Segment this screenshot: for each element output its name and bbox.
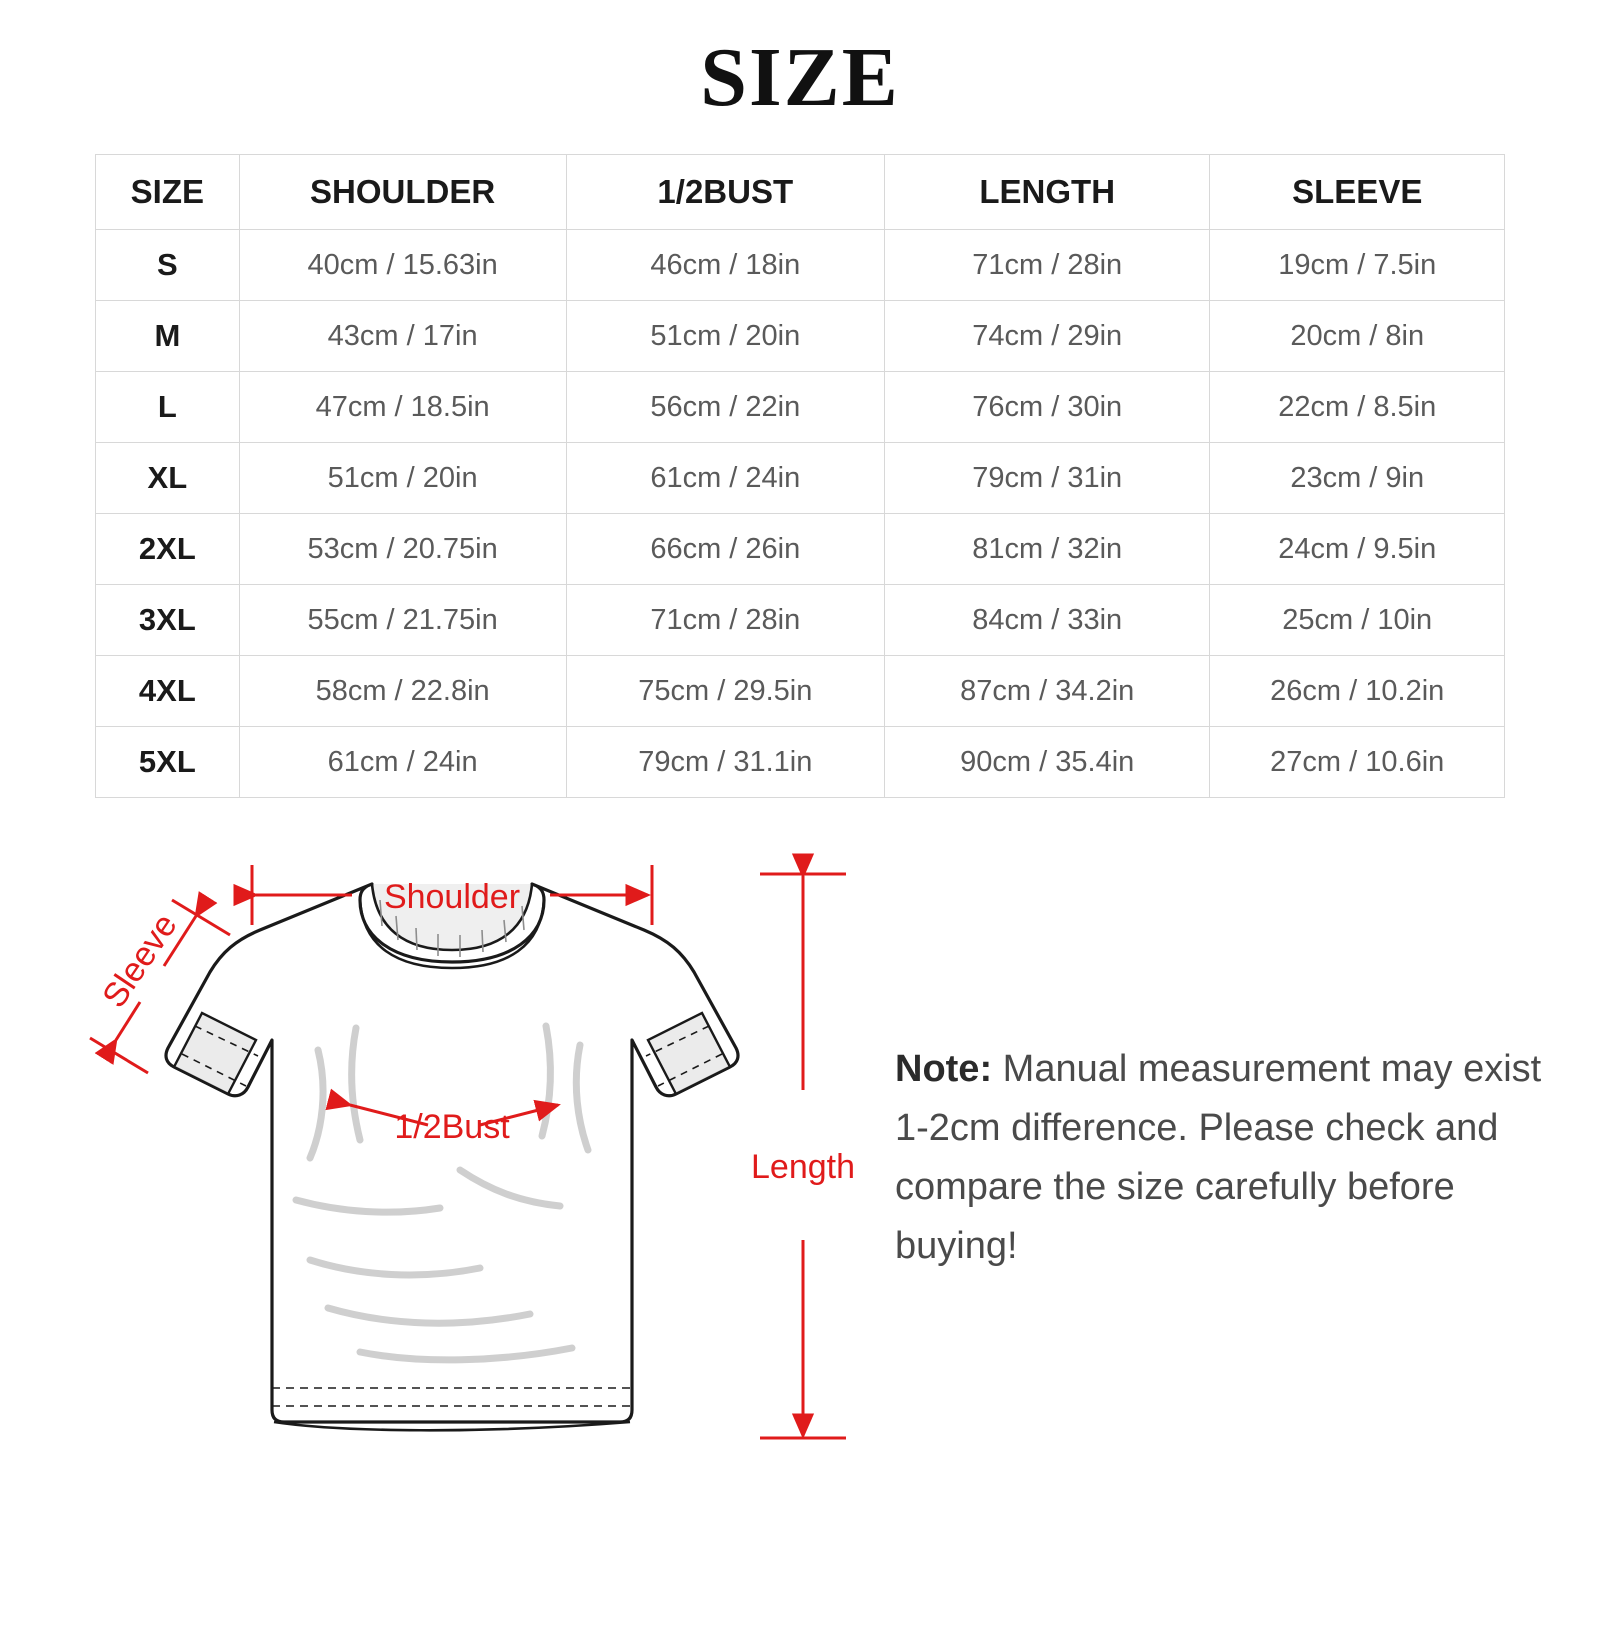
table-row bbox=[96, 230, 1505, 301]
table-row bbox=[96, 656, 1505, 727]
cell-bust: 66cm / 26in bbox=[566, 514, 884, 585]
cell-length: 81cm / 32in bbox=[885, 514, 1210, 585]
cell-length: 71cm / 28in bbox=[885, 230, 1210, 301]
table-row bbox=[96, 301, 1505, 372]
cell-bust: 71cm / 28in bbox=[566, 585, 884, 656]
sleeve-label: Sleeve bbox=[95, 907, 185, 1015]
bust-label: 1/2Bust bbox=[394, 1108, 510, 1147]
cell-sleeve: 19cm / 7.5in bbox=[1210, 230, 1505, 301]
cell-size: L bbox=[96, 372, 240, 443]
table-row bbox=[96, 372, 1505, 443]
cell-sleeve: 23cm / 9in bbox=[1210, 443, 1505, 514]
cell-length: 74cm / 29in bbox=[885, 301, 1210, 372]
cell-bust: 61cm / 24in bbox=[566, 443, 884, 514]
cell-length: 84cm / 33in bbox=[885, 585, 1210, 656]
cell-size: 3XL bbox=[96, 585, 240, 656]
cell-sleeve: 22cm / 8.5in bbox=[1210, 372, 1505, 443]
cell-shoulder: 61cm / 24in bbox=[239, 727, 566, 798]
column-header-bust: 1/2BUST bbox=[566, 155, 884, 230]
cell-length: 76cm / 30in bbox=[885, 372, 1210, 443]
page-title: SIZE bbox=[700, 31, 900, 124]
cell-size: S bbox=[96, 230, 240, 301]
note-text bbox=[895, 1040, 1555, 1276]
cell-bust: 46cm / 18in bbox=[566, 230, 884, 301]
table-row bbox=[96, 727, 1505, 798]
cell-size: 4XL bbox=[96, 656, 240, 727]
note-body: Manual measurement may exist 1-2cm difference. Please check and compare the size carefully before buying! bbox=[895, 1048, 1542, 1267]
cell-bust: 79cm / 31.1in bbox=[566, 727, 884, 798]
tshirt-illustration bbox=[166, 884, 738, 1430]
cell-shoulder: 43cm / 17in bbox=[239, 301, 566, 372]
length-label: Length bbox=[751, 1148, 855, 1187]
cell-size: 2XL bbox=[96, 514, 240, 585]
table-row bbox=[96, 514, 1505, 585]
cell-shoulder: 51cm / 20in bbox=[239, 443, 566, 514]
cell-sleeve: 26cm / 10.2in bbox=[1210, 656, 1505, 727]
cell-sleeve: 25cm / 10in bbox=[1210, 585, 1505, 656]
column-header-length: LENGTH bbox=[885, 155, 1210, 230]
cell-size: 5XL bbox=[96, 727, 240, 798]
table-row bbox=[96, 443, 1505, 514]
cell-shoulder: 40cm / 15.63in bbox=[239, 230, 566, 301]
cell-size: XL bbox=[96, 443, 240, 514]
cell-sleeve: 24cm / 9.5in bbox=[1210, 514, 1505, 585]
cell-size: M bbox=[96, 301, 240, 372]
column-header-sleeve: SLEEVE bbox=[1210, 155, 1505, 230]
shoulder-label: Shoulder bbox=[383, 878, 521, 917]
cell-bust: 56cm / 22in bbox=[566, 372, 884, 443]
size-chart-table bbox=[95, 154, 1505, 798]
cell-sleeve: 20cm / 8in bbox=[1210, 301, 1505, 372]
cell-bust: 75cm / 29.5in bbox=[566, 656, 884, 727]
table-row bbox=[96, 585, 1505, 656]
tshirt-measurement-diagram bbox=[60, 840, 900, 1540]
cell-bust: 51cm / 20in bbox=[566, 301, 884, 372]
table-header-row bbox=[96, 155, 1505, 230]
cell-shoulder: 58cm / 22.8in bbox=[239, 656, 566, 727]
cell-shoulder: 53cm / 20.75in bbox=[239, 514, 566, 585]
column-header-shoulder: SHOULDER bbox=[239, 155, 566, 230]
measurement-diagram-section bbox=[0, 840, 1600, 1560]
cell-shoulder: 55cm / 21.75in bbox=[239, 585, 566, 656]
cell-length: 90cm / 35.4in bbox=[885, 727, 1210, 798]
cell-shoulder: 47cm / 18.5in bbox=[239, 372, 566, 443]
cell-length: 79cm / 31in bbox=[885, 443, 1210, 514]
size-table-container bbox=[95, 154, 1505, 798]
cell-sleeve: 27cm / 10.6in bbox=[1210, 727, 1505, 798]
cell-length: 87cm / 34.2in bbox=[885, 656, 1210, 727]
note-label: Note: bbox=[895, 1048, 993, 1091]
column-header-size: SIZE bbox=[96, 155, 240, 230]
